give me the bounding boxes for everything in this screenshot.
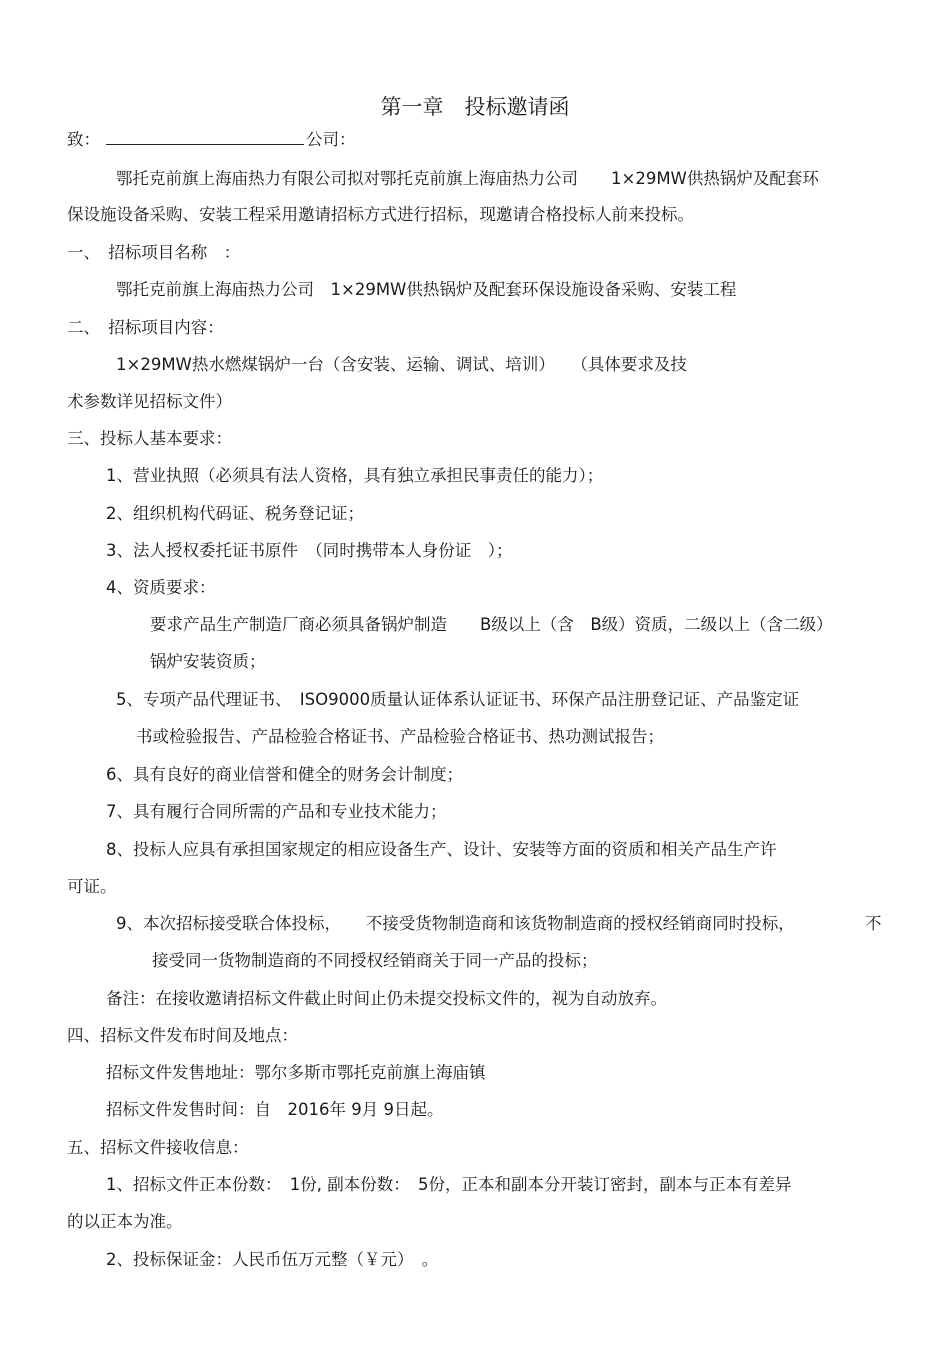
section-4-time: 招标文件发售时间：自 2016年 9月 9日起。 <box>106 1100 444 1119</box>
requirement-2: 2、组织机构代码证、税务登记证； <box>106 504 364 523</box>
recipient-blank <box>106 128 304 145</box>
requirement-8-line-2: 可证。 <box>67 877 117 896</box>
intro-line-1: 鄂托克前旗上海庙热力有限公司拟对鄂托克前旗上海庙热力公司 1×29MW供热锅炉及配套环 <box>116 169 819 188</box>
requirement-7: 7、具有履行合同所需的产品和专业技术能力； <box>106 802 447 821</box>
section-5-heading: 五、招标文件接收信息： <box>67 1138 249 1157</box>
recipient-suffix: 公司： <box>306 130 356 149</box>
recipient-line <box>67 128 356 151</box>
requirement-4-detail-1: 要求产品生产制造厂商必须具备锅炉制造 B级以上（含 B级）资质，二级以上（含二级） <box>150 615 833 634</box>
requirement-1: 1、营业执照（必须具有法人资格，具有独立承担民事责任的能力）； <box>106 466 604 485</box>
section-2-content-1: 1×29MW热水燃煤锅炉一台（含安装、运输、调试、培训） （具体要求及技 <box>116 355 687 374</box>
section-3-heading: 三、投标人基本要求： <box>67 429 232 448</box>
page-title: 第一章 投标邀请函 <box>380 95 570 119</box>
section-5-item-2: 2、投标保证金：人民币伍万元整（￥元） 。 <box>106 1250 439 1269</box>
section-1-heading: 一、 招标项目名称 ： <box>67 243 241 262</box>
requirement-3: 3、法人授权委托证书原件 （同时携带本人身份证 ）； <box>106 541 513 560</box>
requirement-9-line-2: 接受同一货物制造商的不同授权经销商关于同一产品的投标； <box>152 951 598 970</box>
requirement-6: 6、具有良好的商业信誉和健全的财务会计制度； <box>106 765 463 784</box>
requirement-5-line-1: 5、专项产品代理证书、 ISO9000质量认证体系认证证书、环保产品注册登记证、产品鉴定证 <box>116 690 800 709</box>
requirement-9-line-1-end: 不 <box>865 914 882 933</box>
requirement-9-line-1: 9、本次招标接受联合体投标， 不接受货物制造商和该货物制造商的授权经销商同时投标， <box>116 914 795 933</box>
remark-note: 备注：在接收邀请招标文件截止时间止仍未提交投标文件的，视为自动放弃。 <box>106 989 667 1008</box>
requirement-8-line-1: 8、投标人应具有承担国家规定的相应设备生产、设计、安装等方面的资质和相关产品生产许 <box>106 840 777 859</box>
intro-line-2: 保设施设备采购、安装工程采用邀请招标方式进行招标，现邀请合格投标人前来投标。 <box>67 205 694 224</box>
requirement-4: 4、资质要求： <box>106 578 216 597</box>
section-4-address: 招标文件发售地址：鄂尔多斯市鄂托克前旗上海庙镇 <box>106 1063 486 1082</box>
requirement-5-line-2: 书或检验报告、产品检验合格证书、产品检验合格证书、热功测试报告； <box>136 727 664 746</box>
section-2-heading: 二、 招标项目内容： <box>67 318 224 337</box>
section-2-content-2: 术参数详见招标文件） <box>67 392 232 411</box>
recipient-prefix: 致： <box>67 130 100 149</box>
requirement-4-detail-2: 锅炉安装资质； <box>150 652 266 671</box>
section-5-item-1-line-1: 1、招标文件正本份数： 1份, 副本份数： 5份，正本和副本分开装订密封，副本与正本有差异 <box>106 1175 792 1194</box>
section-4-heading: 四、招标文件发布时间及地点： <box>67 1026 298 1045</box>
section-1-content: 鄂托克前旗上海庙热力公司 1×29MW供热锅炉及配套环保设施设备采购、安装工程 <box>116 280 737 299</box>
section-5-item-1-line-2: 的以正本为准。 <box>67 1212 183 1231</box>
